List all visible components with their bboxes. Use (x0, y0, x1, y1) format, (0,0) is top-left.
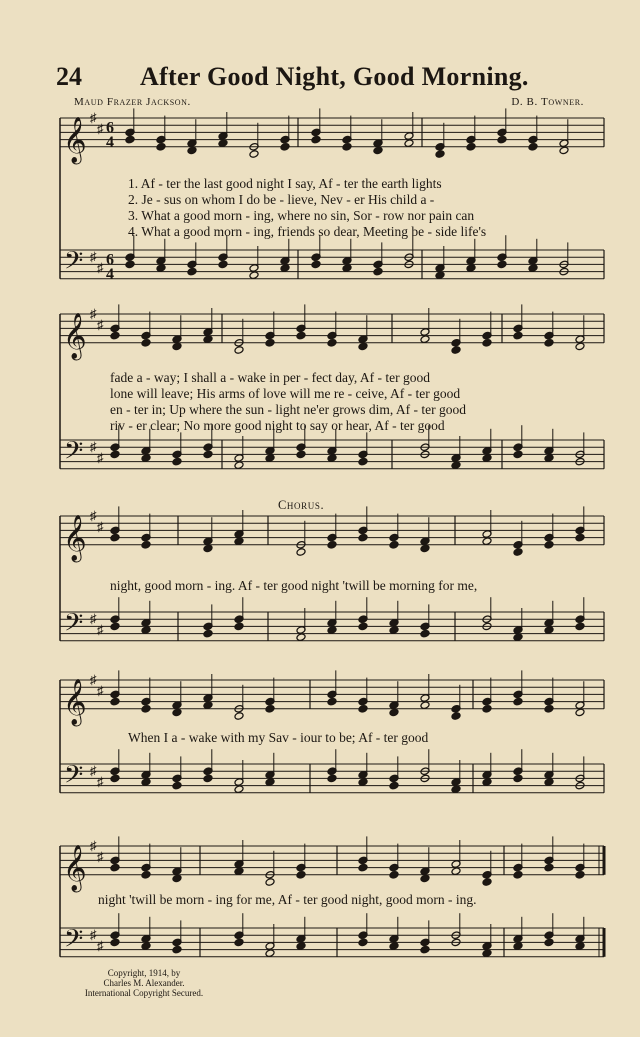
sharp-sign: ♯ (90, 611, 97, 627)
bass-note (327, 774, 337, 783)
treble-note (125, 135, 135, 144)
treble-note (420, 701, 430, 710)
bass-note (296, 942, 306, 951)
bass-clef: 𝄢 (64, 246, 84, 282)
chorus-lyric-line-1: night, good morn - ing. Af - ter good night 'twill be morning for me, (110, 578, 478, 593)
bass-note (466, 264, 476, 273)
time-signature-numerator: 6 (106, 119, 114, 137)
bass-note (528, 264, 538, 273)
treble-note (265, 339, 275, 348)
bass-note (172, 781, 182, 790)
bass-note (311, 260, 321, 269)
treble-note (575, 871, 585, 880)
bass-clef: 𝄢 (64, 924, 84, 960)
treble-note (327, 541, 337, 550)
bass-note (575, 622, 585, 631)
sharp-sign: ♯ (97, 682, 104, 698)
treble-note (280, 143, 290, 152)
bass-note (358, 938, 368, 947)
verse-3-line: 3. What a good morn - ing, where no sin, Sor - row nor pain can (128, 208, 475, 223)
treble-note (327, 697, 337, 706)
bass-note (141, 778, 151, 787)
treble-note (466, 143, 476, 152)
treble-note (110, 863, 120, 872)
bass-note (265, 778, 275, 787)
treble-clef: 𝄞 (63, 312, 87, 359)
treble-note (296, 548, 306, 557)
treble-note (218, 139, 228, 148)
bass-note (172, 945, 182, 954)
treble-note (172, 874, 182, 883)
treble-note (141, 871, 151, 880)
treble-note (156, 143, 166, 152)
bass-note (203, 629, 213, 638)
sharp-sign: ♯ (90, 763, 97, 779)
treble-note (203, 544, 213, 553)
bass-note (435, 271, 445, 280)
bass-note (575, 942, 585, 951)
verse-4-line: 4. What a good morn - ing, friends so dear, Meeting be - side life's (128, 224, 487, 239)
bass-note (358, 622, 368, 631)
treble-note (482, 705, 492, 714)
treble-note (358, 705, 368, 714)
bass-clef: 𝄢 (64, 760, 84, 796)
hymn-number: 24 (56, 62, 82, 91)
treble-note (141, 705, 151, 714)
treble-note (389, 708, 399, 717)
bass-note (544, 938, 554, 947)
treble-note (265, 705, 275, 714)
treble-note (528, 143, 538, 152)
treble-note (482, 878, 492, 887)
sharp-sign: ♯ (90, 838, 97, 853)
bass-note (110, 622, 120, 631)
treble-note (451, 867, 461, 876)
bass-note (358, 457, 368, 466)
treble-note (513, 871, 523, 880)
bass-note (296, 633, 306, 642)
treble-note (141, 541, 151, 550)
treble-note (203, 335, 213, 344)
treble-clef: 𝄞 (63, 116, 87, 163)
treble-note (373, 146, 383, 155)
sharp-sign: ♯ (97, 450, 104, 465)
sharp-sign: ♯ (97, 774, 104, 789)
treble-note (451, 712, 461, 721)
copyright-line-2: Charles M. Alexander. (103, 978, 185, 988)
treble-note (404, 139, 414, 148)
bass-note (110, 938, 120, 947)
bass-note (234, 622, 244, 631)
treble-note (513, 548, 523, 557)
treble-note (420, 874, 430, 883)
treble-note (110, 331, 120, 340)
treble-note (265, 878, 275, 887)
bass-note (482, 454, 492, 463)
treble-note (203, 701, 213, 710)
bass-note (172, 457, 182, 466)
hymn-title: After Good Night, Good Morning. (140, 62, 529, 91)
treble-note (420, 335, 430, 344)
bass-note (141, 626, 151, 635)
bass-note (342, 264, 352, 273)
verse-3-line-2: en - ter in; Up where the sun - light ne'er grows dim, Af - ter good (110, 402, 466, 417)
sharp-sign: ♯ (90, 110, 97, 125)
sharp-sign: ♯ (97, 316, 104, 332)
treble-note (311, 135, 321, 144)
treble-note (575, 533, 585, 542)
treble-note (544, 705, 554, 714)
bass-note (265, 454, 275, 463)
treble-note (389, 541, 399, 550)
chorus-lyric-line-3: night 'twill be morn - ing for me, Af - ter good night, good morn - ing. (98, 892, 477, 907)
treble-note (358, 863, 368, 872)
time-signature-numerator: 6 (106, 251, 114, 269)
bass-note (203, 450, 213, 459)
composer-credit: D. B. Towner. (511, 96, 584, 108)
treble-note (482, 537, 492, 546)
treble-note (451, 346, 461, 355)
treble-note (249, 150, 259, 159)
lyricist-credit: Maud Frazer Jackson. (74, 96, 191, 108)
verse-4-line-2: riv - er clear; No more good night to say or hear, Af - ter good (110, 418, 445, 433)
bass-note (296, 450, 306, 459)
treble-note (296, 331, 306, 340)
sharp-sign: ♯ (97, 120, 104, 136)
treble-note (187, 146, 197, 155)
bass-note (451, 785, 461, 794)
sharp-sign: ♯ (90, 306, 97, 321)
bass-note (327, 626, 337, 635)
bass-note (358, 778, 368, 787)
sharp-sign: ♯ (97, 938, 104, 953)
treble-note (513, 331, 523, 340)
bass-note (125, 260, 135, 269)
treble-note (296, 871, 306, 880)
treble-note (482, 339, 492, 348)
bass-note (156, 264, 166, 273)
bass-note (389, 626, 399, 635)
sharp-sign: ♯ (90, 508, 97, 523)
bass-note (110, 774, 120, 783)
bass-clef: 𝄢 (64, 608, 84, 644)
bass-note (544, 778, 554, 787)
treble-note (141, 339, 151, 348)
treble-note (420, 544, 430, 553)
sharp-sign: ♯ (97, 260, 104, 275)
sharp-sign: ♯ (90, 439, 97, 455)
bass-note (544, 454, 554, 463)
bass-note (482, 778, 492, 787)
treble-note (575, 342, 585, 351)
bass-note (187, 267, 197, 276)
bass-note (280, 264, 290, 273)
sharp-sign: ♯ (90, 249, 97, 265)
bass-note (234, 785, 244, 794)
verse-1-line: 1. Af - ter the last good night I say, Af - ter the earth lights (128, 176, 442, 191)
chorus-lyric-line-2: When I a - wake with my Sav - iour to be; Af - ter good (128, 730, 429, 745)
bass-note (327, 454, 337, 463)
bass-note (544, 626, 554, 635)
bass-note (249, 271, 259, 280)
treble-note (110, 697, 120, 706)
treble-note (513, 697, 523, 706)
treble-clef: 𝄞 (63, 844, 87, 891)
verse-2-line-2: lone will leave; His arms of love will me re - ceive, Af - ter good (110, 386, 461, 401)
bass-note (513, 942, 523, 951)
bass-note (373, 267, 383, 276)
treble-note (544, 863, 554, 872)
copyright-line-1: Copyright, 1914, by (107, 968, 181, 978)
sharp-sign: ♯ (97, 622, 104, 637)
treble-note (575, 708, 585, 717)
treble-note (497, 135, 507, 144)
copyright-notice (74, 968, 214, 998)
bass-note (141, 942, 151, 951)
treble-note (544, 541, 554, 550)
treble-note (358, 342, 368, 351)
treble-note (172, 708, 182, 717)
treble-note (544, 339, 554, 348)
treble-note (327, 339, 337, 348)
sharp-sign: ♯ (90, 927, 97, 943)
bass-note (513, 774, 523, 783)
sharp-sign: ♯ (97, 848, 104, 864)
bass-note (234, 938, 244, 947)
treble-note (172, 342, 182, 351)
bass-note (141, 454, 151, 463)
bass-note (497, 260, 507, 269)
treble-note (342, 143, 352, 152)
bass-note (234, 461, 244, 470)
sharp-sign: ♯ (90, 672, 97, 687)
bass-clef: 𝄢 (64, 436, 84, 472)
copyright-line-3: International Copyright Secured. (84, 988, 204, 998)
bass-note (420, 629, 430, 638)
time-signature-denominator: 4 (106, 133, 114, 151)
bass-note (482, 949, 492, 958)
treble-clef: 𝄞 (63, 678, 87, 725)
bass-note (110, 450, 120, 459)
bass-note (420, 945, 430, 954)
verse-2-line: 2. Je - sus on whom I do be - lieve, Nev - er His child a - (128, 192, 435, 207)
bass-note (389, 781, 399, 790)
treble-clef: 𝄞 (63, 514, 87, 561)
time-signature-denominator: 4 (106, 265, 114, 283)
treble-note (110, 533, 120, 542)
verse-1-line-2: fade a - way; I shall a - wake in per - fect day, Af - ter good (110, 370, 430, 385)
treble-note (358, 533, 368, 542)
chorus-label: Chorus. (278, 498, 325, 512)
treble-note (435, 150, 445, 159)
treble-note (389, 871, 399, 880)
treble-note (234, 346, 244, 355)
treble-note (234, 867, 244, 876)
treble-note (559, 146, 569, 155)
treble-note (234, 537, 244, 546)
sharp-sign: ♯ (97, 518, 104, 534)
bass-note (513, 633, 523, 642)
bass-note (265, 949, 275, 958)
bass-note (203, 774, 213, 783)
bass-note (389, 942, 399, 951)
treble-note (234, 712, 244, 721)
bass-note (218, 260, 228, 269)
bass-note (513, 450, 523, 459)
bass-note (451, 461, 461, 470)
